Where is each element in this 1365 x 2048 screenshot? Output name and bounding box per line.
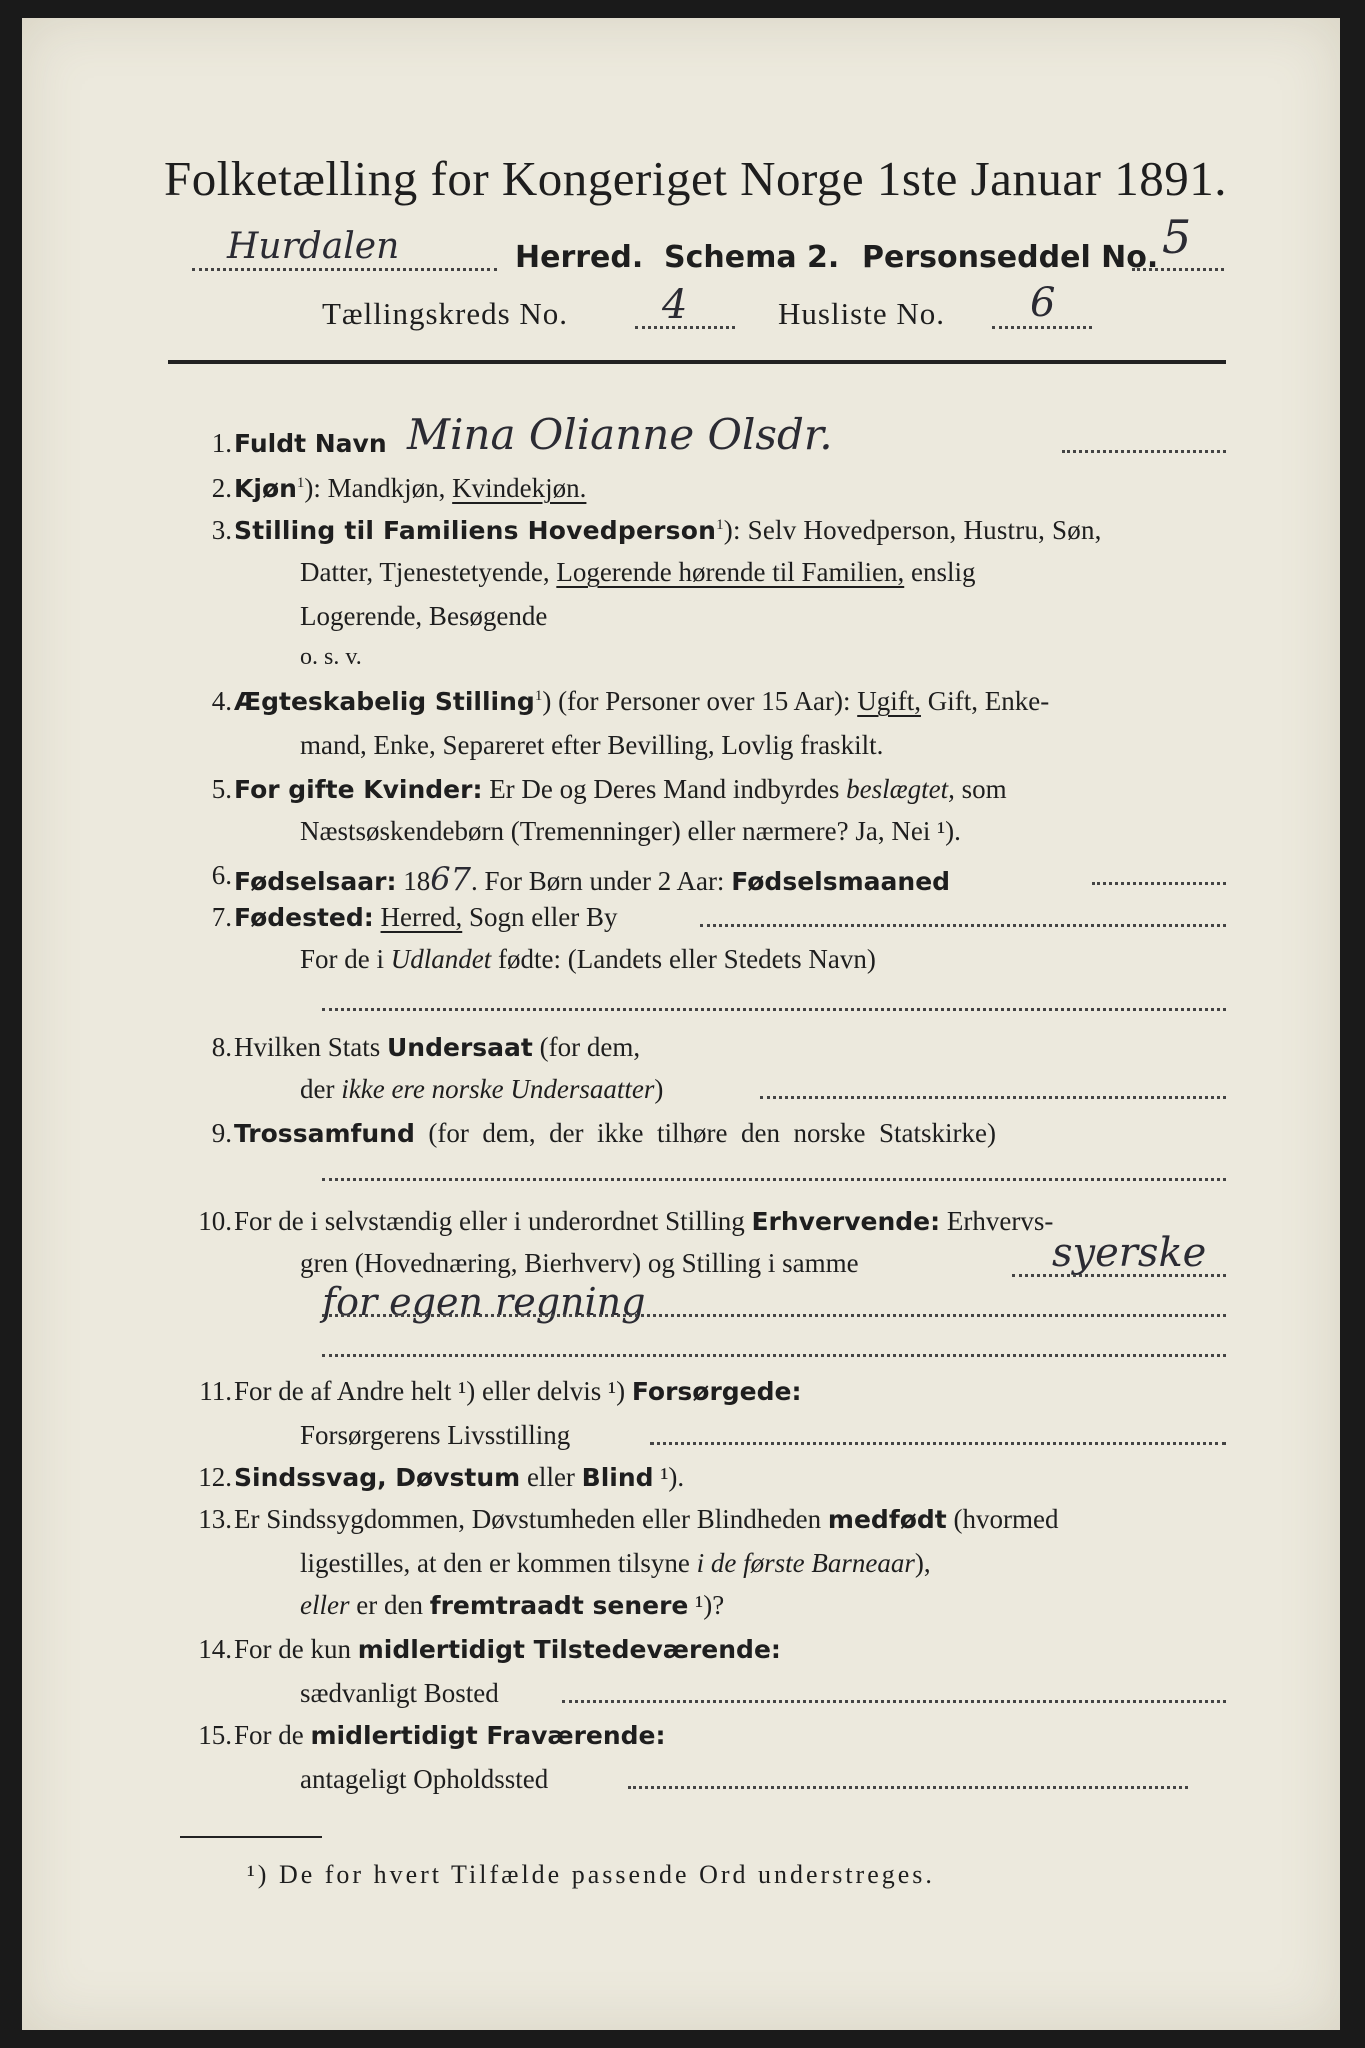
item-12-text: Sindssvag, Døvstum eller Blind ¹).	[234, 1462, 685, 1492]
item-number-15: 15.	[198, 1720, 232, 1750]
item-number-3: 3.	[211, 515, 232, 545]
item-4-line-2: mand, Enke, Separeret efter Bevilling, Lovlig fraskilt.	[300, 730, 884, 760]
item-7-line-2: For de i Udlandet fødte: (Landets eller Stedets Navn)	[300, 944, 876, 974]
item-number-4: 4.	[211, 686, 232, 716]
schema-label: Schema 2.	[664, 240, 840, 275]
item-number-6: 6.	[211, 860, 232, 890]
item-11-line-2: Forsørgerens Livsstilling	[300, 1420, 571, 1450]
personseddel-value: 5	[1162, 210, 1192, 264]
item-10-text: For de i selvstændig eller i underordnet Stilling Erhvervende: Erhvervs-	[234, 1206, 1054, 1236]
item-5-text: For gifte Kvinder: Er De og Deres Mand indbyrdes beslægtet, som	[234, 774, 1007, 804]
item-14-line-2: sædvanligt Bosted	[300, 1678, 499, 1708]
item-13-line-2: ligestilles, at den er kommen tilsyne i de første Barneaar),	[300, 1548, 931, 1578]
item-11-text: For de af Andre helt ¹) eller delvis ¹) Forsørgede:	[234, 1376, 802, 1406]
kreds-label: Tællingskreds No.	[322, 296, 569, 331]
header-divider	[168, 360, 1226, 364]
item-6-dotline	[1092, 882, 1226, 885]
item-13-line-3: eller er den fremtraadt senere ¹)?	[300, 1590, 725, 1620]
item-number-5: 5.	[211, 774, 232, 804]
item-8-dotline	[760, 1096, 1226, 1099]
item-9-answer-dotline	[322, 1178, 1226, 1181]
item-15-line-2: antageligt Opholdssted	[300, 1764, 549, 1794]
herred-dotline	[192, 268, 497, 271]
footnote: ¹) De for hvert Tilfælde passende Ord understreges.	[247, 1860, 935, 1889]
form-title: Folketælling for Kongeriget Norge 1ste Januar 1891.	[164, 151, 1227, 206]
husliste-label: Husliste No.	[778, 296, 945, 331]
item-7-dotline	[700, 924, 1226, 927]
item-5-line-2: Næstsøskendebørn (Tremenninger) eller nærmere? Ja, Nei ¹).	[300, 816, 961, 846]
item-1-label: Fuldt Navn	[234, 429, 387, 458]
item-14-text: For de kun midlertidigt Tilstedeværende:	[234, 1634, 781, 1664]
item-7-answer-dotline	[322, 1008, 1226, 1011]
item-number-7: 7.	[211, 902, 232, 932]
item-3-line-3: Logerende, Besøgende	[300, 601, 548, 631]
husliste-value: 6	[1030, 280, 1056, 326]
item-10-dotline-3	[322, 1354, 1226, 1357]
item-1-dotline	[1062, 450, 1226, 453]
item-13-text: Er Sindssygdommen, Døvstumheden eller Blindheden medfødt (hvormed	[234, 1504, 1059, 1534]
item-3-line-4: o. s. v.	[300, 644, 362, 670]
husliste-dotline	[992, 326, 1092, 329]
census-form-page	[22, 18, 1340, 2030]
item-number-2: 2.	[211, 473, 232, 503]
item-6-text: Fødselsaar: 1867. For Børn under 2 Aar: Fødselsmaaned	[234, 860, 951, 898]
item-number-12: 12.	[198, 1462, 232, 1492]
item-number-14: 14.	[198, 1634, 232, 1664]
item-9-text: Trossamfund (for dem, der ikke tilhøre den norske Statskirke)	[234, 1118, 996, 1148]
item-7-text: Fødested: Herred, Sogn eller By	[234, 902, 618, 932]
item-15-text: For de midlertidigt Fraværende:	[234, 1720, 666, 1750]
item-4-text: Ægteskabelig Stilling$^1$) (for Personer over 15 Aar): Ugift, Gift, Enke-	[234, 686, 1050, 716]
item-11-dotline	[650, 1442, 1226, 1445]
item-14-dotline	[562, 1700, 1226, 1703]
birth-year-value: 67	[430, 860, 471, 898]
herred-value: Hurdalen	[227, 226, 400, 267]
item-number-9: 9.	[211, 1118, 232, 1148]
item-number-1: 1.	[211, 428, 232, 458]
footnote-rule	[180, 1836, 322, 1838]
full-name-value: Mina Olianne Olsdr.	[407, 410, 833, 459]
item-15-dotline	[628, 1786, 1188, 1789]
item-number-10: 10.	[198, 1206, 232, 1236]
item-3-text: Stilling til Familiens Hovedperson$^1$): Selv Hovedperson, Hustru, Søn,	[234, 515, 1102, 545]
occupation-value: syerske	[1052, 1230, 1207, 1276]
item-number-8: 8.	[211, 1032, 232, 1062]
kreds-value: 4	[662, 282, 688, 328]
item-10-line-2: gren (Hovednæring, Bierhverv) og Stilling i samme	[300, 1248, 859, 1278]
item-number-13: 13.	[198, 1504, 232, 1534]
personseddel-label: Personseddel No.	[862, 240, 1159, 275]
item-8-text: Hvilken Stats Undersaat (for dem,	[234, 1032, 641, 1062]
personseddel-dotline	[1132, 268, 1224, 271]
item-3-line-2: Datter, Tjenestetyende, Logerende hørende til Familien, enslig	[300, 557, 976, 587]
occupation-value-2: for egen regning	[322, 1280, 646, 1324]
item-2-text: Kjøn$^1$): Mandkjøn, Kvindekjøn.	[234, 473, 587, 503]
kreds-dotline	[635, 326, 735, 329]
item-10-dotline-2	[322, 1314, 1226, 1317]
herred-label: Herred.	[515, 240, 644, 275]
item-number-11: 11.	[199, 1376, 232, 1406]
item-8-line-2: der ikke ere norske Undersaatter)	[300, 1074, 664, 1104]
item-10-dotline-1	[1012, 1274, 1226, 1277]
